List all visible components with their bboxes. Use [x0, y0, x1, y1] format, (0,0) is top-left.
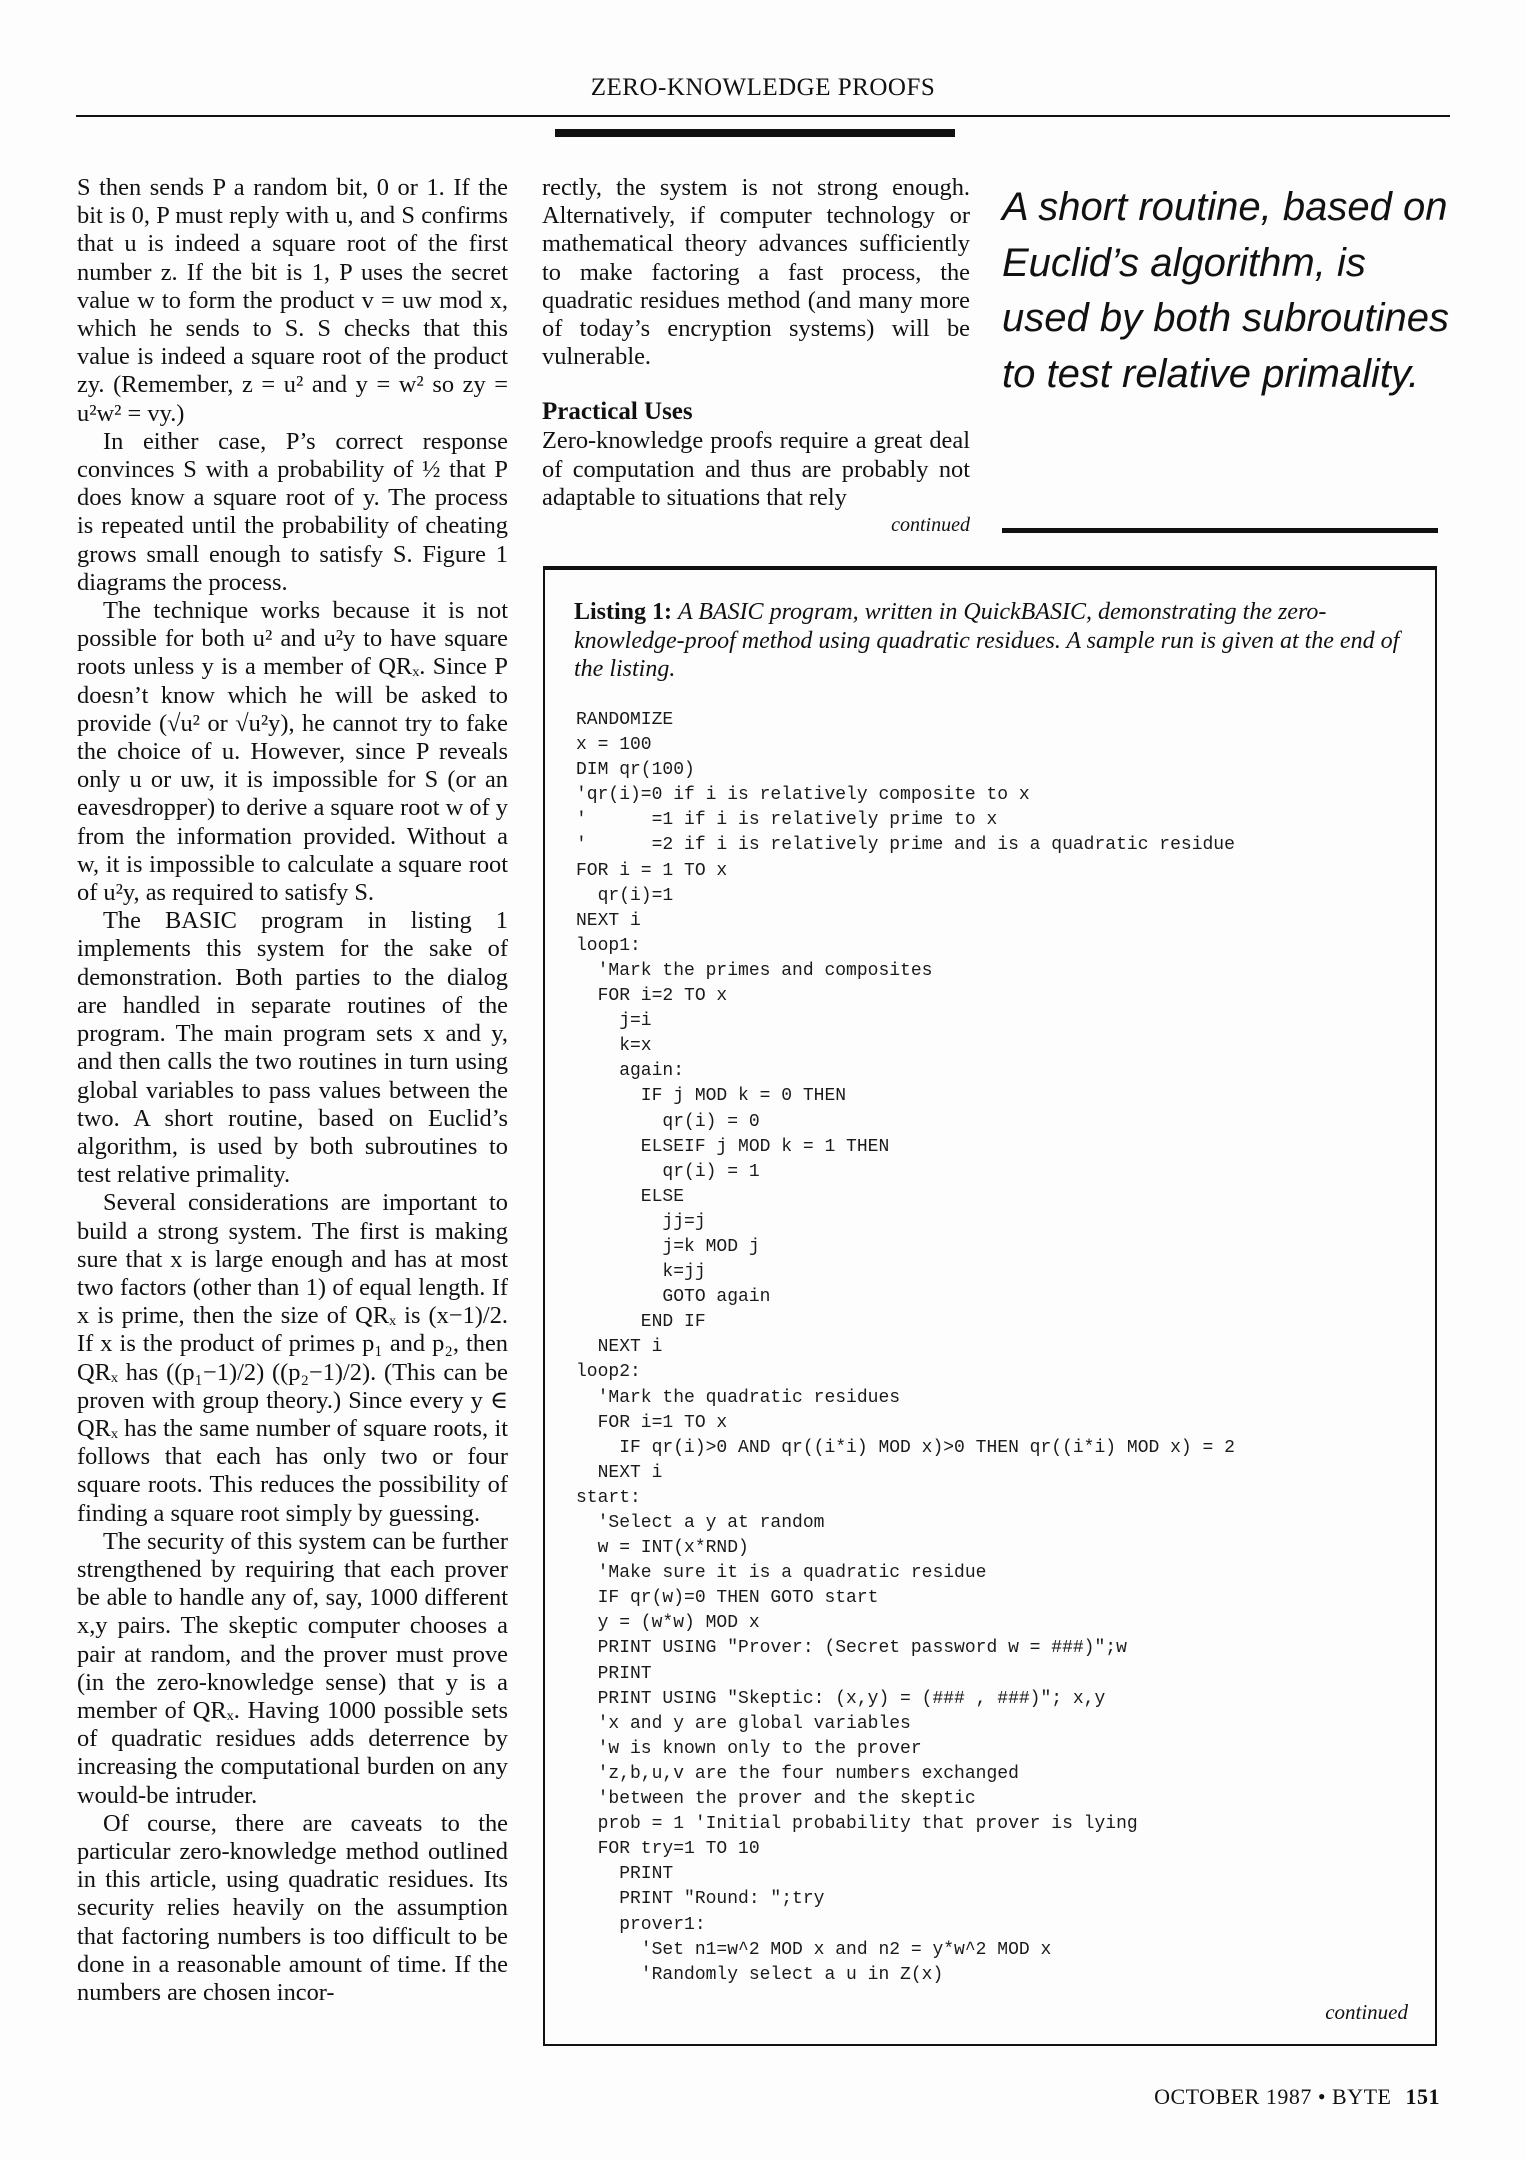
paragraph: The technique works because it is not possible for both u² and u²y to have square roots unless y is a member of QRₓ. Since P doesn’t know which he will be asked to provide (√u² or √u²y), he cannot try to fake the choice of u. However, since P reveals only u or uw, it is impossible for S (or an eavesdropper) to derive a square root w of y from the information provided. Without a w, it is impossible to calculate a square root of u²y, as required to satisfy S. [77, 597, 508, 907]
listing-caption [574, 598, 1404, 684]
paragraph: Several considerations are important to build a strong system. The first is making sure that x is large enough and has at most two factors (other than 1) of equal length. If x is prime, then the size of QRₓ is (x−1)/2. If x is the product of primes p₁ and p₂, then QRₓ has ((p₁−1)/2) ((p₂−1)/2). (This can be proven with group theory.) Since every y ∈ QRₓ has the same number of square roots, it follows that each has only two or four square roots. This reduces the possibility of finding a square root simply by guessing. [77, 1189, 508, 1527]
running-title: ZERO-KNOWLEDGE PROOFS [590, 74, 936, 101]
listing-label: Listing 1: [574, 599, 673, 625]
paragraph: S then sends P a random bit, 0 or 1. If the bit is 0, P must reply with u, and S confirms that u is indeed a square root of the first number z. If the bit is 1, P uses the secret value w to form the product v = uw mod x, which he sends to S. S checks that this value is indeed a square root of the product zy. (Remember, z = u² and y = w² so zy = u²w² = vy.) [77, 174, 508, 427]
continued-label: continued [891, 514, 970, 537]
code-listing: RANDOMIZE x = 100 DIM qr(100) 'qr(i)=0 if i is relatively composite to x ' =1 if i is relatively prime to x ' =2 if i is relatively prime and is a quadratic residue FOR i = 1 TO x qr(i)=1 NEXT i loop1: 'Mark the primes and composites FOR i=2 TO x j=i k=x again: IF j MOD k = 0 THEN qr(i) = 0 ELSEIF j MOD k = 1 THEN qr(i) = 1 ELSE jj=j j=k MOD j k=jj GOTO again END IF NEXT i loop2: 'Mark the quadratic residues FOR i=1 TO x IF qr(i)>0 AND qr((i*i) MOD x)>0 THEN qr((i*i) MOD x) = 2 NEXT i start: 'Select a y at random w = INT(x*RND) 'Make sure it is a quadratic residue IF qr(w)=0 THEN GOTO start y = (w*w) MOD x PRINT USING "Prover: (Secret password w = ###)";w PRINT PRINT USING "Skeptic: (x,y) = (### , ###)"; x,y 'x and y are global variables 'w is known only to the prover 'z,b,u,v are the four numbers exchanged 'between the prover and the skeptic prob = 1 'Initial probability that prover is lying FOR try=1 TO 10 PRINT PRINT "Round: ";try prover1: 'Set n1=w^2 MOD x and n2 = y*w^2 MOD x 'Randomly select a u in Z(x) [576, 710, 1235, 1985]
listing-caption-text: A BASIC program, written in QuickBASIC, demonstrating the zero-knowledge-proof method using quadratic residues. A sample run is given at the end of the listing. [574, 599, 1400, 682]
page-footer [1154, 2084, 1440, 2110]
listing-continued-label: continued [1325, 2000, 1408, 2024]
pull-quote: A short routine, based on Euclid’s algorithm, is used by both subroutines to test relative primality. [1002, 185, 1449, 396]
text-column-middle [542, 174, 970, 538]
issue-label: OCTOBER 1987 • BYTE [1154, 2084, 1392, 2109]
paragraph: The security of this system can be further strengthened by requiring that each prover be able to handle any of, say, 1000 different x,y pairs. The skeptic computer chooses a pair at random, and the prover must prove (in the zero-knowledge sense) that y is a member of QRₓ. Having 1000 possible sets of quadratic residues adds deterrence by increasing the computational burden on any would-be intruder. [77, 1527, 508, 1809]
paragraph: In either case, P’s correct response convinces S with a probability of ½ that P does know a square root of y. The process is repeated until the probability of cheating grows small enough to satisfy S. Figure 1 diagrams the process. [77, 427, 508, 596]
pull-quote-rule [1002, 528, 1438, 533]
paragraph: The BASIC program in listing 1 implements this system for the sake of demonstration. Both parties to the dialog are handled in separate routines of the program. The main program sets x and y, and then calls the two routines in turn using global variables to pass values between the two. A short routine, based on Euclid’s algorithm, is used by both subroutines to test relative primality. [77, 907, 508, 1189]
paragraph: Zero-knowledge proofs require a great deal of computation and thus are probably not adaptable to situations that rely [542, 427, 970, 511]
paragraph: Of course, there are caveats to the particular zero-knowledge method outlined in this article, using quadratic residues. Its security relies heavily on the assumption that factoring numbers is too difficult to be done in a reasonable amount of time. If the numbers are chosen incor- [77, 1809, 508, 2006]
section-heading: Practical Uses [542, 398, 693, 426]
page-number: 151 [1405, 2084, 1440, 2109]
paragraph: rectly, the system is not strong enough. Alternatively, if computer technology or mathematical theory advances sufficiently to make factoring a fast process, the quadratic residues method (and many more of today’s encryption systems) will be vulnerable. [542, 174, 970, 371]
header-bar [555, 129, 955, 137]
header-rule [76, 115, 1450, 117]
text-column-left [77, 174, 508, 2007]
